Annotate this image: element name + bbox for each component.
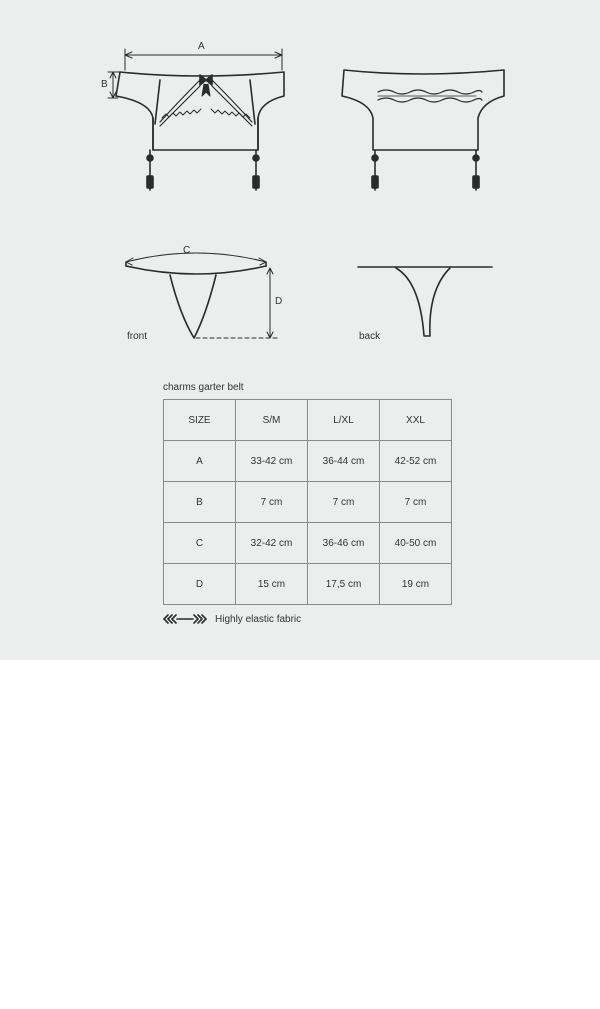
table-cell: D [164,564,236,605]
legend-text: Highly elastic fabric [215,614,302,625]
table-cell: 19 cm [380,564,452,605]
table-header-cell: XXL [380,400,452,441]
back-view-label: back [359,331,381,342]
table-row [164,523,452,564]
table-cell: 7 cm [308,482,380,523]
front-view-label: front [127,331,148,342]
table-cell: 33-42 cm [236,441,308,482]
table-cell: A [164,441,236,482]
dimension-c-label: C [183,245,191,256]
table-cell: 36-46 cm [308,523,380,564]
table-cell: 32-42 cm [236,523,308,564]
table-cell: 7 cm [380,482,452,523]
table-row [164,564,452,605]
dimension-c-arrow [126,253,266,265]
thong-front-drawing [126,262,266,338]
table-row [164,441,452,482]
garter-belt-front-drawing [116,72,284,190]
table-header-row [164,400,452,441]
table-cell: 7 cm [236,482,308,523]
table-cell: 15 cm [236,564,308,605]
table-cell: 40-50 cm [380,523,452,564]
dimension-d-label: D [275,296,283,307]
dimension-a-label: A [198,41,205,52]
size-chart-table [163,399,452,605]
table-cell: 42-52 cm [380,441,452,482]
garter-belt-back-drawing [342,70,504,190]
thong-back-drawing [358,267,492,336]
dimension-b-label: B [101,79,108,90]
elastic-fabric-icon [163,614,207,624]
dimension-a-arrow [125,49,282,70]
table-header-cell: S/M [236,400,308,441]
table-header-cell: L/XL [308,400,380,441]
table-cell: 36-44 cm [308,441,380,482]
table-header-cell: SIZE [164,400,236,441]
table-row [164,482,452,523]
table-cell: 17,5 cm [308,564,380,605]
product-name: charms garter belt [163,382,244,393]
garment-technical-drawing [0,0,600,360]
table-cell: C [164,523,236,564]
table-cell: B [164,482,236,523]
